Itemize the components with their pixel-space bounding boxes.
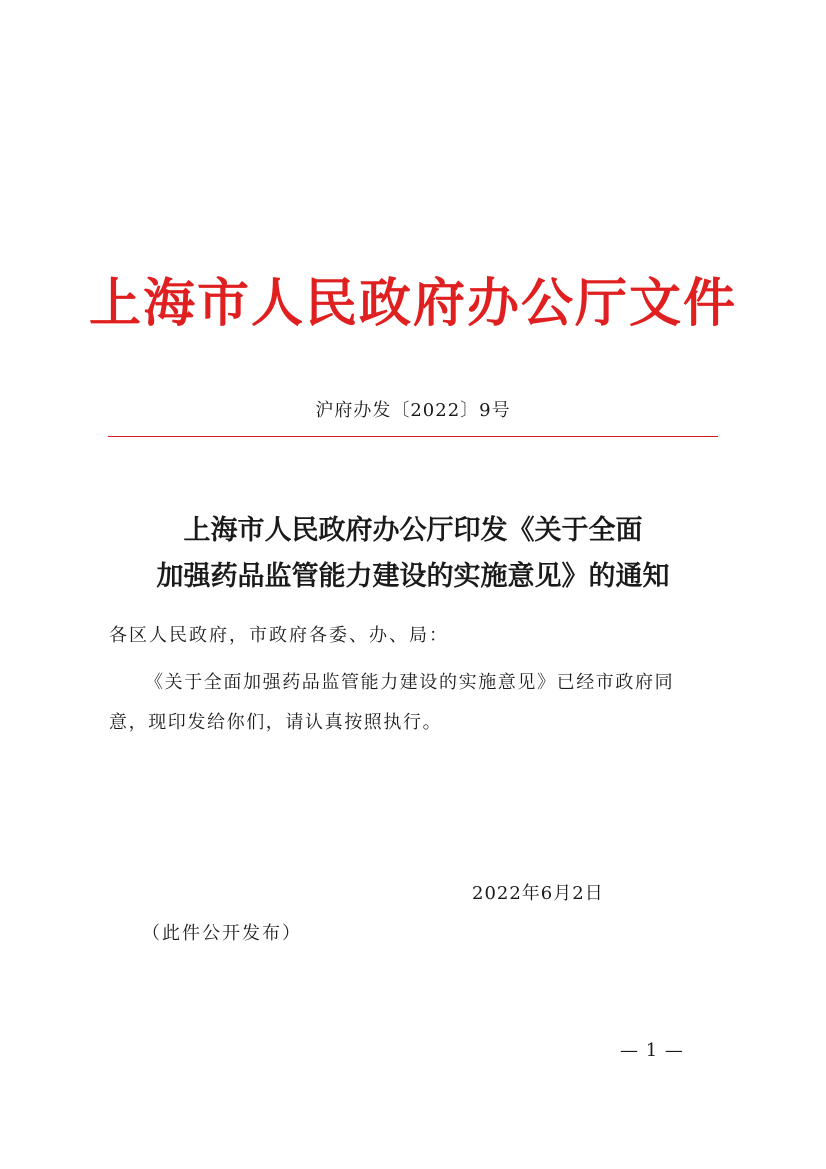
header-divider	[108, 436, 718, 437]
body-line-2: 意，现印发给你们，请认真按照执行。	[109, 712, 443, 733]
issue-date: 2022年6月2日	[472, 883, 604, 904]
addressee: 各区人民政府，市政府各委、办、局：	[109, 625, 449, 646]
issuer-title: 上海市人民政府办公厅文件	[88, 273, 737, 334]
publish-note: （此件公开发布）	[142, 923, 302, 944]
notice-title	[0, 508, 826, 600]
notice-title-line-1: 上海市人民政府办公厅印发《关于全面	[183, 515, 643, 546]
body-line-1: 《关于全面加强药品监管能力建设的实施意见》已经市政府同	[145, 672, 675, 693]
page-number: — 1 —	[620, 1040, 684, 1061]
notice-title-line-2: 加强药品监管能力建设的实施意见》的通知	[156, 561, 670, 592]
notice-body	[109, 663, 719, 743]
document-number: 沪府办发〔2022〕9号	[315, 400, 511, 421]
